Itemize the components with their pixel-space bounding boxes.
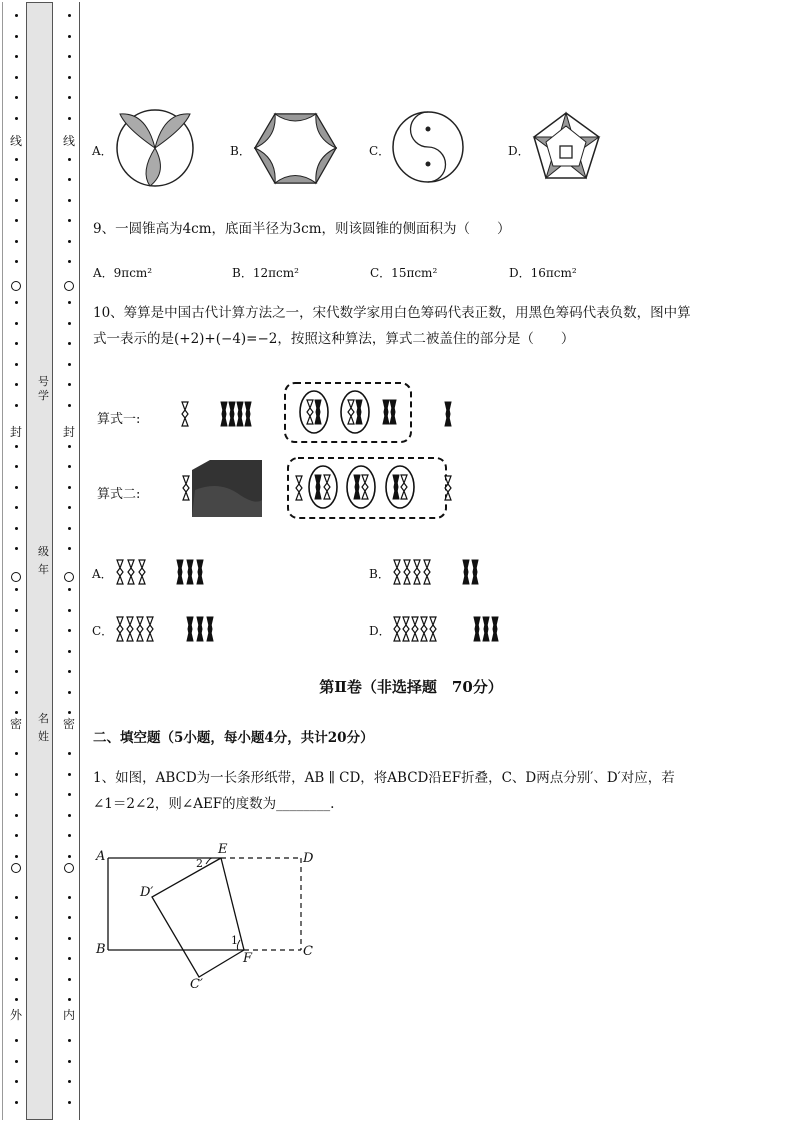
q8-option-a: A． [92,144,113,158]
binding-label-feng-right: 封 [63,425,76,439]
grade-field: 级年 [38,545,49,576]
fig-label-d: D [303,851,314,866]
binding-label-xian-left: 线 [10,134,23,148]
binding-label-mi-right: 密 [63,717,76,731]
q10-eq2-label: 算式二: [97,487,141,502]
binding-label-xian-right: 线 [63,134,76,148]
fig-label-c-prime: C′ [190,977,203,992]
q8-option-c: C． [369,144,391,158]
q8-option-b: B． [230,144,251,158]
fig-label-b: B [96,942,106,957]
q10-option-a: A． [92,567,113,581]
q10-option-b: B． [369,567,390,581]
fill-in-part-title: 二、填空题（5小题，每小题4分，共计20分） [93,730,374,746]
fig-label-angle-1: 1 [231,934,238,947]
q10-eq1-label: 算式一: [97,412,141,427]
binding-label-wai-left: 外 [10,1008,23,1022]
q10-option-d: D． [369,624,391,638]
q8-option-d: D． [508,144,530,158]
q10-question-line2: 式一表示的是(+2)+(−4)=−2，按照这种算法，算式二被盖住的部分是（ ） [93,331,575,347]
q10-question-line1: 10、筹算是中国古代计算方法之一，宋代数学家用白色筹码代表正数，用黑色筹码代表负数，图中算 [93,305,691,321]
fig-label-a: A [96,849,106,864]
q9-option-d: D．16πcm² [509,266,577,280]
section2-title: 第Ⅱ卷（非选择题 70分） [319,678,503,696]
q9-option-b: B．12πcm² [232,266,299,280]
student-number-field: 号学 [38,375,49,402]
fig-label-e: E [218,842,228,857]
q9-option-c: C．15πcm² [370,266,438,280]
fig-label-f: F [243,951,253,966]
fill1-question-line2: ∠1＝2∠2，则∠AEF的度数为________. [93,796,335,812]
name-field: 名姓 [38,712,49,743]
binding-label-feng-left: 封 [10,425,23,439]
binding-label-mi-left: 密 [10,717,23,731]
fig-label-d-prime: D′ [140,885,154,900]
binding-label-nei-right: 内 [63,1008,76,1022]
fill1-question-line1: 1、如图，ABCD为一长条形纸带，AB ∥ CD，将ABCD沿EF折叠，C、D两点分别′、D′对应，若 [93,770,675,786]
fig-label-angle-2: 2 [196,857,203,870]
q9-option-a: A．9πcm² [93,266,153,280]
fig-label-c: C [303,944,313,959]
q10-option-c: C． [92,624,114,638]
q9-question: 9、一圆锥高为4cm，底面半径为3cm，则该圆锥的侧面积为（ ） [93,221,511,237]
